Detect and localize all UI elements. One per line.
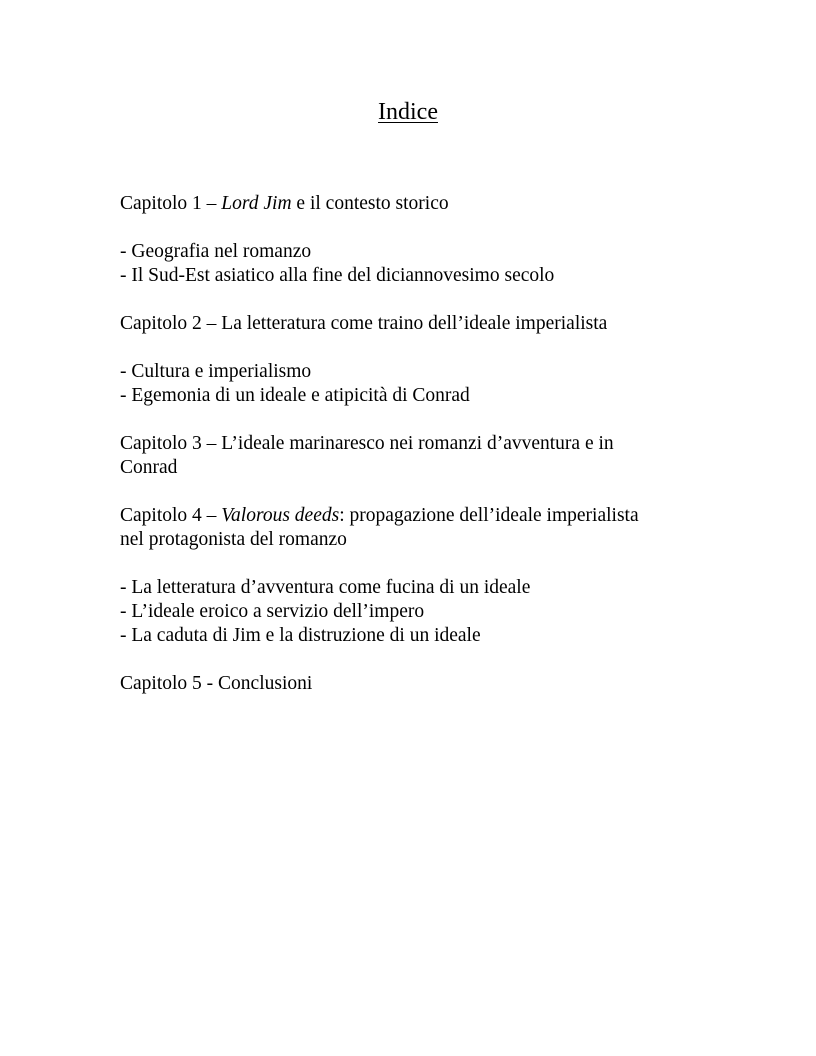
chapter-2-subsection: - Cultura e imperialismo	[120, 361, 312, 382]
spacer	[120, 648, 700, 672]
chapter-1-subsection: - Il Sud-Est asiatico alla fine del diciannovesimo secolo	[120, 265, 555, 286]
table-of-contents	[120, 192, 700, 696]
spacer	[120, 408, 700, 432]
chapter-4-prefix: Capitolo 4 –	[120, 505, 222, 526]
page-title: Indice	[378, 99, 438, 125]
chapter-1-prefix: Capitolo 1 –	[120, 193, 222, 214]
spacer	[120, 288, 700, 312]
chapter-4-subsection: - La caduta di Jim e la distruzione di un ideale	[120, 625, 481, 646]
chapter-4-heading-line-1	[120, 504, 700, 528]
chapter-1-italic-title: Lord Jim	[221, 193, 292, 214]
spacer	[120, 336, 700, 360]
chapter-3-heading-line-1: Capitolo 3 – L’ideale marinaresco nei romanzi d’avventura e in	[120, 433, 614, 454]
chapter-4-subsection: - La letteratura d’avventura come fucina di un ideale	[120, 577, 531, 598]
chapter-4-italic-title: Valorous deeds	[221, 505, 340, 526]
chapter-1-heading	[120, 192, 700, 216]
spacer	[120, 480, 700, 504]
chapter-1-subsection: - Geografia nel romanzo	[120, 241, 312, 262]
chapter-4-subsection: - L’ideale eroico a servizio dell’impero	[120, 601, 425, 622]
spacer	[120, 216, 700, 240]
chapter-2-subsection: - Egemonia di un ideale e atipicità di Conrad	[120, 385, 470, 406]
chapter-4-suffix: : propagazione dell’ideale imperialista	[339, 505, 639, 526]
spacer	[120, 552, 700, 576]
chapter-4-heading-line-2: nel protagonista del romanzo	[120, 529, 347, 550]
chapter-1-suffix: e il contesto storico	[291, 193, 449, 214]
chapter-5-heading: Capitolo 5 - Conclusioni	[120, 673, 313, 694]
chapter-3-heading-line-2: Conrad	[120, 457, 178, 478]
chapter-2-heading: Capitolo 2 – La letteratura come traino dell’ideale imperialista	[120, 313, 608, 334]
